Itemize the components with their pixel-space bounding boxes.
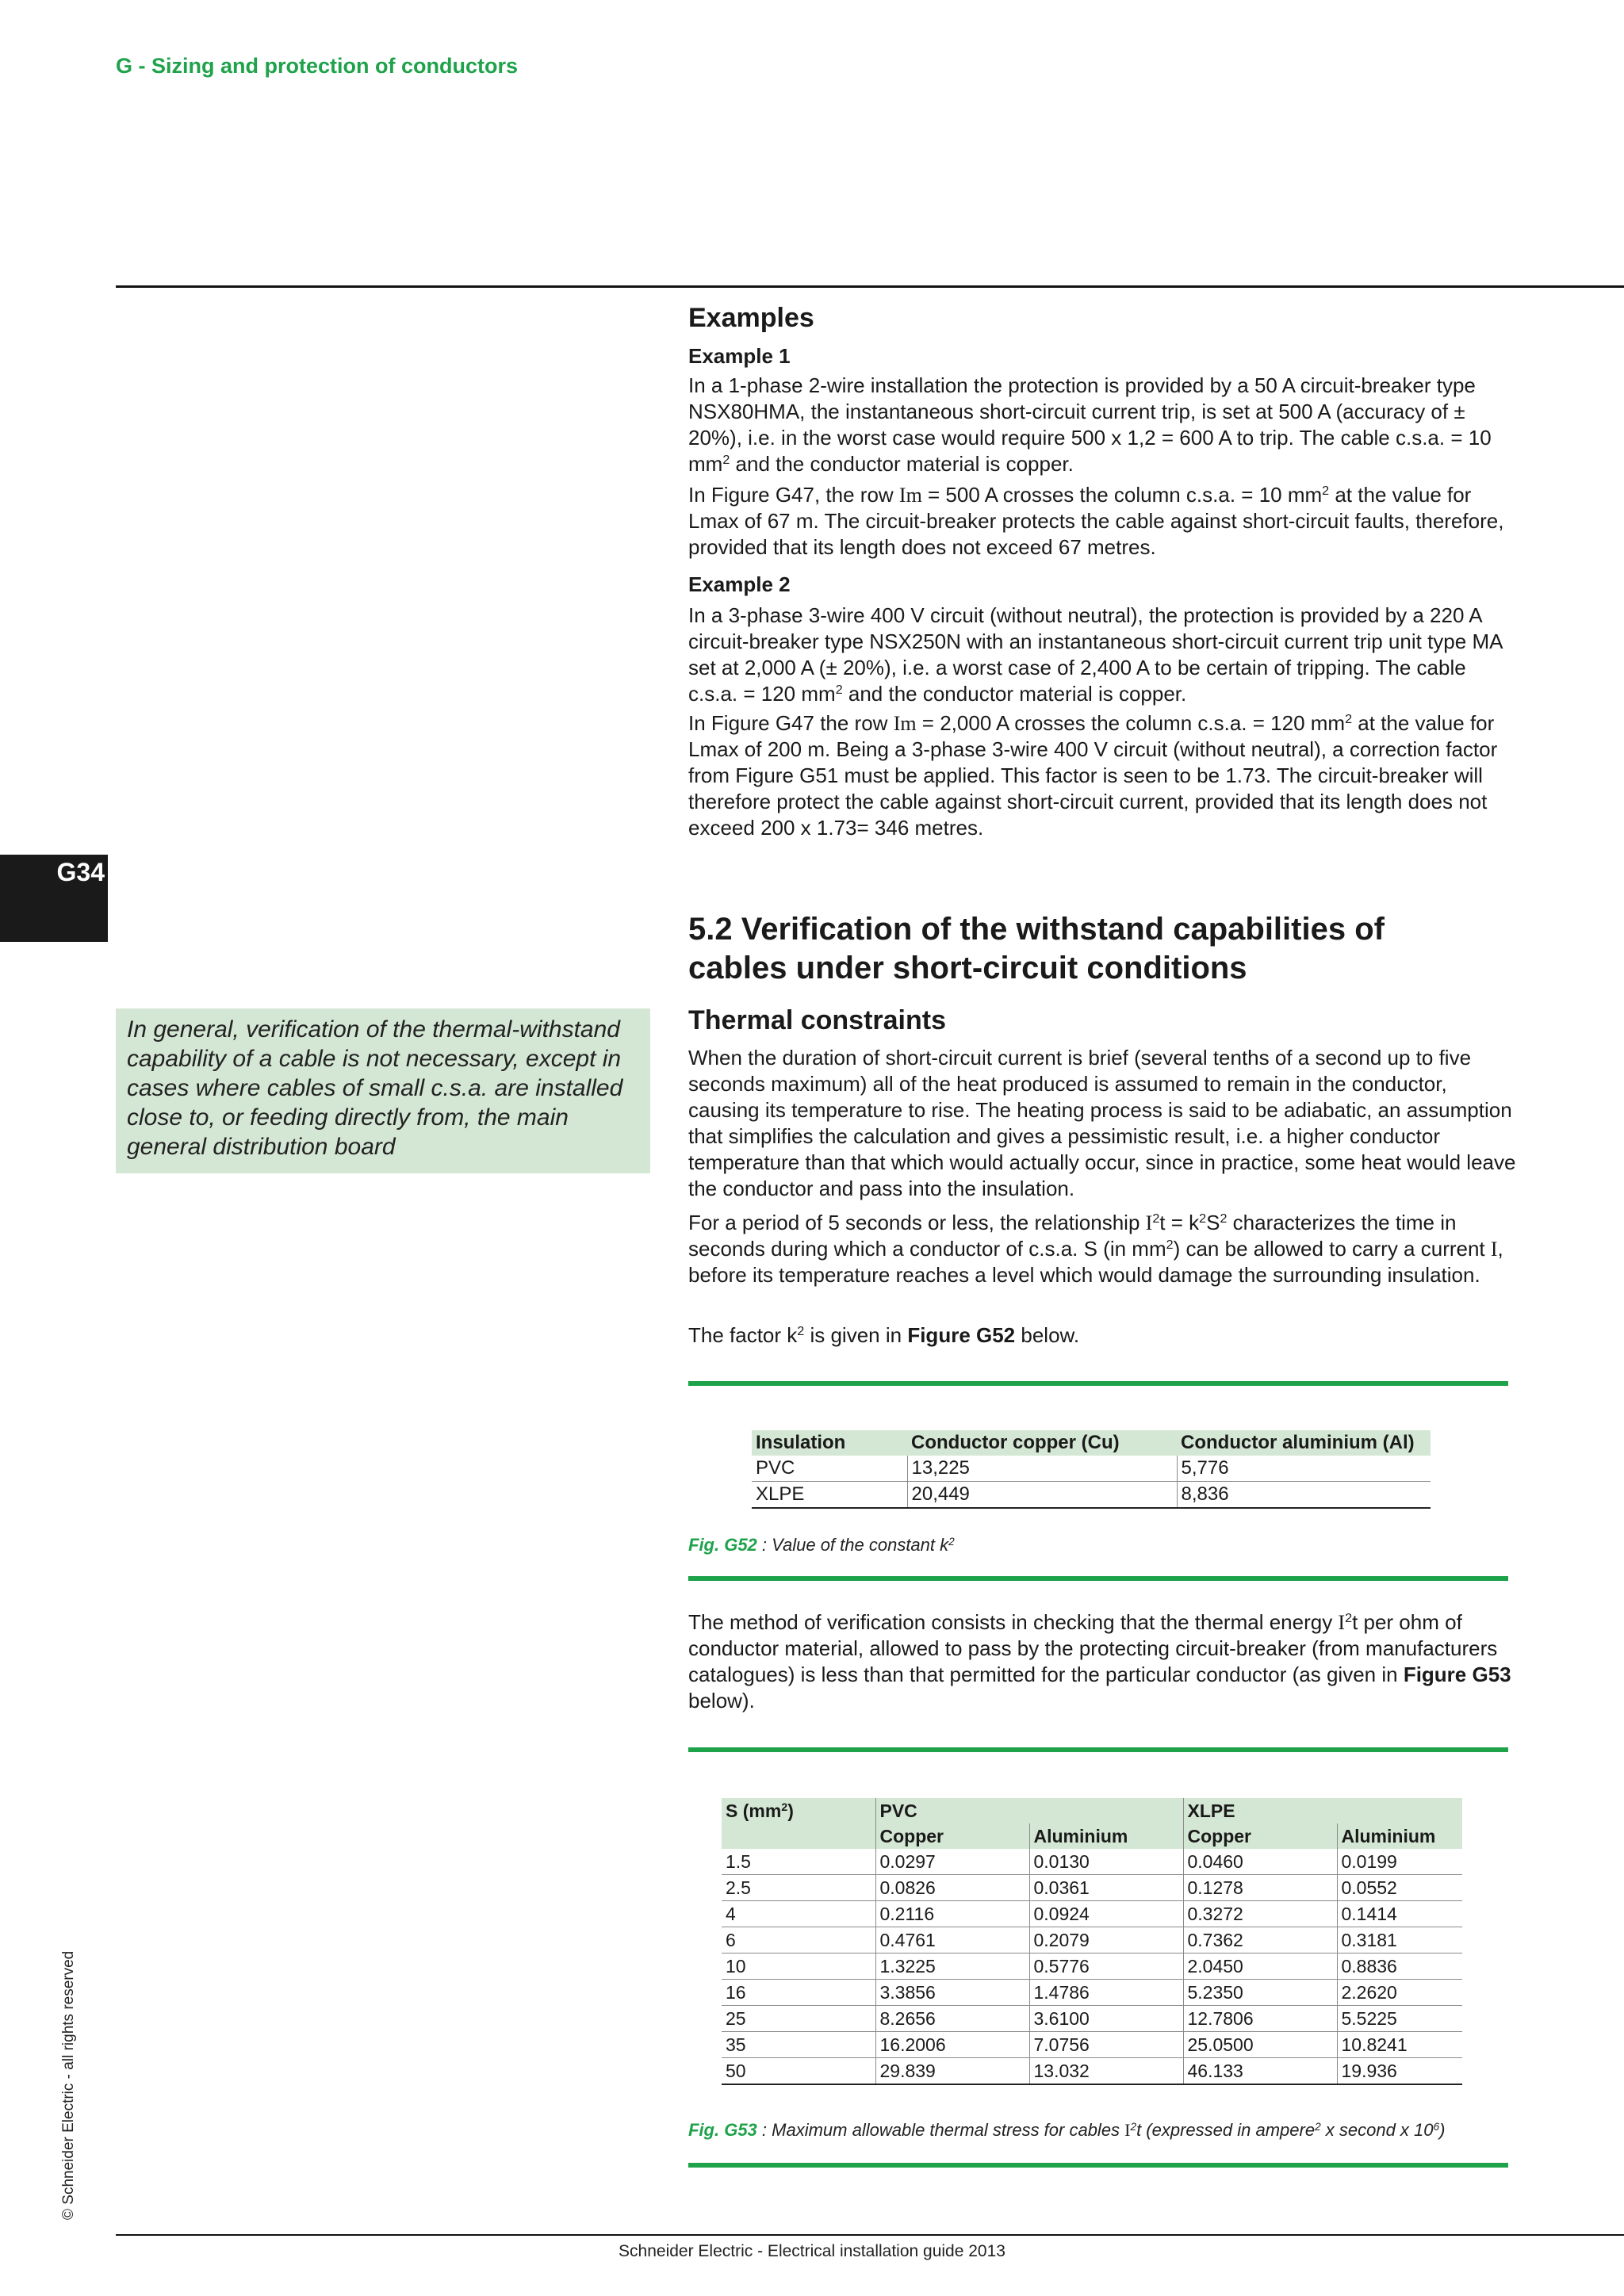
table-header-cell: S $(mm^2)$ xyxy=(722,1798,875,1823)
table-cell: 0.7362 xyxy=(1183,1927,1337,1954)
table-cell: 12.7806 xyxy=(1183,2006,1337,2032)
table-cell: 16.2006 xyxy=(875,2032,1029,2058)
table-cell: 20,449 xyxy=(907,1482,1177,1509)
table-row xyxy=(722,1875,1462,1901)
table-cell: 8,836 xyxy=(1177,1482,1431,1509)
table-cell: 19.936 xyxy=(1337,2058,1462,2085)
table-subheader-row xyxy=(722,1823,1462,1849)
table-header-cell: PVC xyxy=(875,1798,1183,1823)
table-cell: 0.4761 xyxy=(875,1927,1029,1954)
table-cell: 0.0552 xyxy=(1337,1875,1462,1901)
table-cell: 25.0500 xyxy=(1183,2032,1337,2058)
page-number: G34 xyxy=(56,858,105,886)
table-cell: 0.0199 xyxy=(1337,1849,1462,1875)
table-header-cell: Conductor copper (Cu) xyxy=(907,1430,1177,1456)
table-cell: 4 xyxy=(722,1901,875,1927)
table-header-cell: Copper xyxy=(1183,1823,1337,1849)
table-cell: 0.0826 xyxy=(875,1875,1029,1901)
figure-g53-bottom-rule xyxy=(688,2163,1508,2168)
table-cell: 0.0361 xyxy=(1029,1875,1183,1901)
table-row xyxy=(722,2032,1462,2058)
table-cell: 1.4786 xyxy=(1029,1980,1183,2006)
chapter-header: G - Sizing and protection of conductors xyxy=(116,54,518,78)
table-cell: PVC xyxy=(752,1456,907,1482)
table-row xyxy=(722,2058,1462,2085)
table-cell: 0.3181 xyxy=(1337,1927,1462,1954)
table-header-cell: Aluminium xyxy=(1337,1823,1462,1849)
figure-g53-caption: Fig. G53 : Maximum allowable thermal stress for cables $I^2t$ (expressed in ampere$^2$ x second x $10^6$) xyxy=(688,2120,1446,2140)
example-1-paragraph-1: In a 1-phase 2-wire installation the protection is provided by a 50 A circuit-breaker type NSX80HMA, the instantaneous short-circuit current trip, is set at 500 A (accuracy of ± 20%), i.e. in the worst case would require 500 x 1,2 = 600 A to trip. The cable c.s.a. = 10 $mm^2$ and the conductor material is copper. xyxy=(688,373,1492,476)
table-row xyxy=(722,1849,1462,1875)
thermal-paragraph-1: When the duration of short-circuit current is brief (several tenths of a second up to five seconds maximum) all of the heat produced is assumed to remain in the conductor, causing its temperature to rise. The heating process is said to be adiabatic, an assumption that simplifies the calculation and gives a pessimistic result, i.e. a higher conductor temperature than that which would actually occur, since in practice, some heat would leave the conductor and pass into the insulation. xyxy=(688,1046,1516,1200)
example-2-heading: Example 2 xyxy=(688,572,791,596)
table-cell: 0.0297 xyxy=(875,1849,1029,1875)
table-cell: 16 xyxy=(722,1980,875,2006)
table-cell: 10 xyxy=(722,1954,875,1980)
side-note-box xyxy=(116,1008,650,1173)
thermal-constraints-heading: Thermal constraints xyxy=(688,1005,946,1035)
table-cell: 35 xyxy=(722,2032,875,2058)
table-cell: 0.1414 xyxy=(1337,1901,1462,1927)
table-cell: 2.5 xyxy=(722,1875,875,1901)
table-cell: 3.6100 xyxy=(1029,2006,1183,2032)
table-row xyxy=(722,2006,1462,2032)
table-cell: 0.8836 xyxy=(1337,1954,1462,1980)
table-cell: 13,225 xyxy=(907,1456,1177,1482)
thermal-paragraph-2: For a period of 5 seconds or less, the relationship $I^2t = k^2S^2$ characterizes the time in seconds during which a conductor of c.s.a. S (in $mm^2$) can be allowed to carry a current I, before its temperature reaches a level which would damage the surrounding insulation. xyxy=(688,1211,1503,1287)
figure-g52-bottom-rule xyxy=(688,1576,1508,1581)
table-cell: 7.0756 xyxy=(1029,2032,1183,2058)
table-header-cell: XLPE xyxy=(1183,1798,1462,1823)
table-cell: 5,776 xyxy=(1177,1456,1431,1482)
figure-g53-top-rule xyxy=(688,1747,1508,1752)
table-cell: 3.3856 xyxy=(875,1980,1029,2006)
table-cell: 13.032 xyxy=(1029,2058,1183,2085)
table-cell: 0.1278 xyxy=(1183,1875,1337,1901)
table-cell: 10.8241 xyxy=(1337,2032,1462,2058)
table-cell: XLPE xyxy=(752,1482,907,1509)
example-1-heading: Example 1 xyxy=(688,344,791,368)
table-row xyxy=(722,1927,1462,1954)
table-cell: 2.0450 xyxy=(1183,1954,1337,1980)
figure-g53-table xyxy=(722,1798,1462,2085)
table-cell: 1.5 xyxy=(722,1849,875,1875)
table-cell: 0.5776 xyxy=(1029,1954,1183,1980)
table-cell: 8.2656 xyxy=(875,2006,1029,2032)
table-cell: 29.839 xyxy=(875,2058,1029,2085)
table-header-row xyxy=(752,1430,1431,1456)
page-number-tab xyxy=(0,855,108,942)
table-cell: 5.5225 xyxy=(1337,2006,1462,2032)
table-header-cell xyxy=(722,1823,875,1849)
side-note-text: In general, verification of the thermal-withstand capability of a cable is not necessary, except in cases where cables of small c.s.a. are installed close to, or feeding directly from, the main general distribution board xyxy=(127,1016,623,1160)
table-cell: 0.0924 xyxy=(1029,1901,1183,1927)
table-cell: 2.2620 xyxy=(1337,1980,1462,2006)
figure-g52-top-rule xyxy=(688,1381,1508,1386)
table-cell: 6 xyxy=(722,1927,875,1954)
table-cell: 1.3225 xyxy=(875,1954,1029,1980)
example-2-paragraph-1: In a 3-phase 3-wire 400 V circuit (without neutral), the protection is provided by a 220 A circuit-breaker type NSX250N with an instantaneous short-circuit current trip unit type MA set at 2,000 A (± 20%), i.e. a worst case of 2,400 A to be certain of tripping. The cable c.s.a. = 120 $mm^2$ and the conductor material is copper. xyxy=(688,603,1503,706)
table-header-cell: Conductor aluminium (Al) xyxy=(1177,1430,1431,1456)
examples-heading: Examples xyxy=(688,303,814,333)
table-row xyxy=(752,1482,1431,1509)
table-cell: 0.2079 xyxy=(1029,1927,1183,1954)
table-cell: 0.3272 xyxy=(1183,1901,1337,1927)
figure-g53-body xyxy=(722,1849,1462,2084)
table-cell: 46.133 xyxy=(1183,2058,1337,2085)
top-rule xyxy=(116,285,1624,288)
table-row xyxy=(722,1954,1462,1980)
figure-g52-table xyxy=(752,1430,1431,1509)
table-cell: 0.0130 xyxy=(1029,1849,1183,1875)
section-title: 5.2 Verification of the withstand capabilities of cables under short-circuit conditions xyxy=(688,912,1385,985)
page-footer: Schneider Electric - Electrical installation guide 2013 xyxy=(619,2242,1005,2260)
example-2-paragraph-2: In Figure G47 the row Im = 2,000 A crosses the column c.s.a. = 120 $mm^2$ at the value for Lmax of 200 m. Being a 3-phase 3-wire 400 V circuit (without neutral), a correction factor from Figure G51 must be applied. This factor is seen to be 1.73. The circuit-breaker will therefore protect the cable against short-circuit current, provided that its length does not exceed 200 x 1.73= 346 metres. xyxy=(688,711,1498,840)
table-header-cell: Insulation xyxy=(752,1430,907,1456)
copyright-notice: © Schneider Electric - all rights reserved xyxy=(60,1950,77,2220)
table-cell: 5.2350 xyxy=(1183,1980,1337,2006)
table-row xyxy=(752,1456,1431,1482)
table-header-cell: Aluminium xyxy=(1029,1823,1183,1849)
table-row xyxy=(722,1980,1462,2006)
figure-g52-caption: Fig. G52 : Value of the constant $k^2$ xyxy=(688,1535,955,1555)
table-cell: 50 xyxy=(722,2058,875,2085)
example-1-paragraph-2: In Figure G47, the row Im = 500 A crosses the column c.s.a. = 10 $mm^2$ at the value for Lmax of 67 m. The circuit-breaker protects the cable against short-circuit faults, therefore, provided that its length does not exceed 67 metres. xyxy=(688,483,1504,559)
figure-g53-table-wrapper xyxy=(722,1798,1462,2085)
table-header-cell: Copper xyxy=(875,1823,1029,1849)
table-row xyxy=(722,1901,1462,1927)
verification-paragraph: The method of verification consists in checking that the thermal energy $I^2t$ per ohm of conductor material, allowed to pass by the protecting circuit-breaker (from manufacturers catalogues) is less than that permitted for the particular conductor (as given in Figure G53 below). xyxy=(688,1610,1511,1712)
thermal-paragraph-3: The factor $k^2$ is given in Figure G52 below. xyxy=(688,1323,1080,1347)
table-cell: 0.2116 xyxy=(875,1901,1029,1927)
bottom-rule xyxy=(116,2234,1624,2236)
table-cell: 0.0460 xyxy=(1183,1849,1337,1875)
figure-g52-table-wrapper xyxy=(752,1430,1431,1509)
table-cell: 25 xyxy=(722,2006,875,2032)
table-header-row xyxy=(722,1798,1462,1823)
